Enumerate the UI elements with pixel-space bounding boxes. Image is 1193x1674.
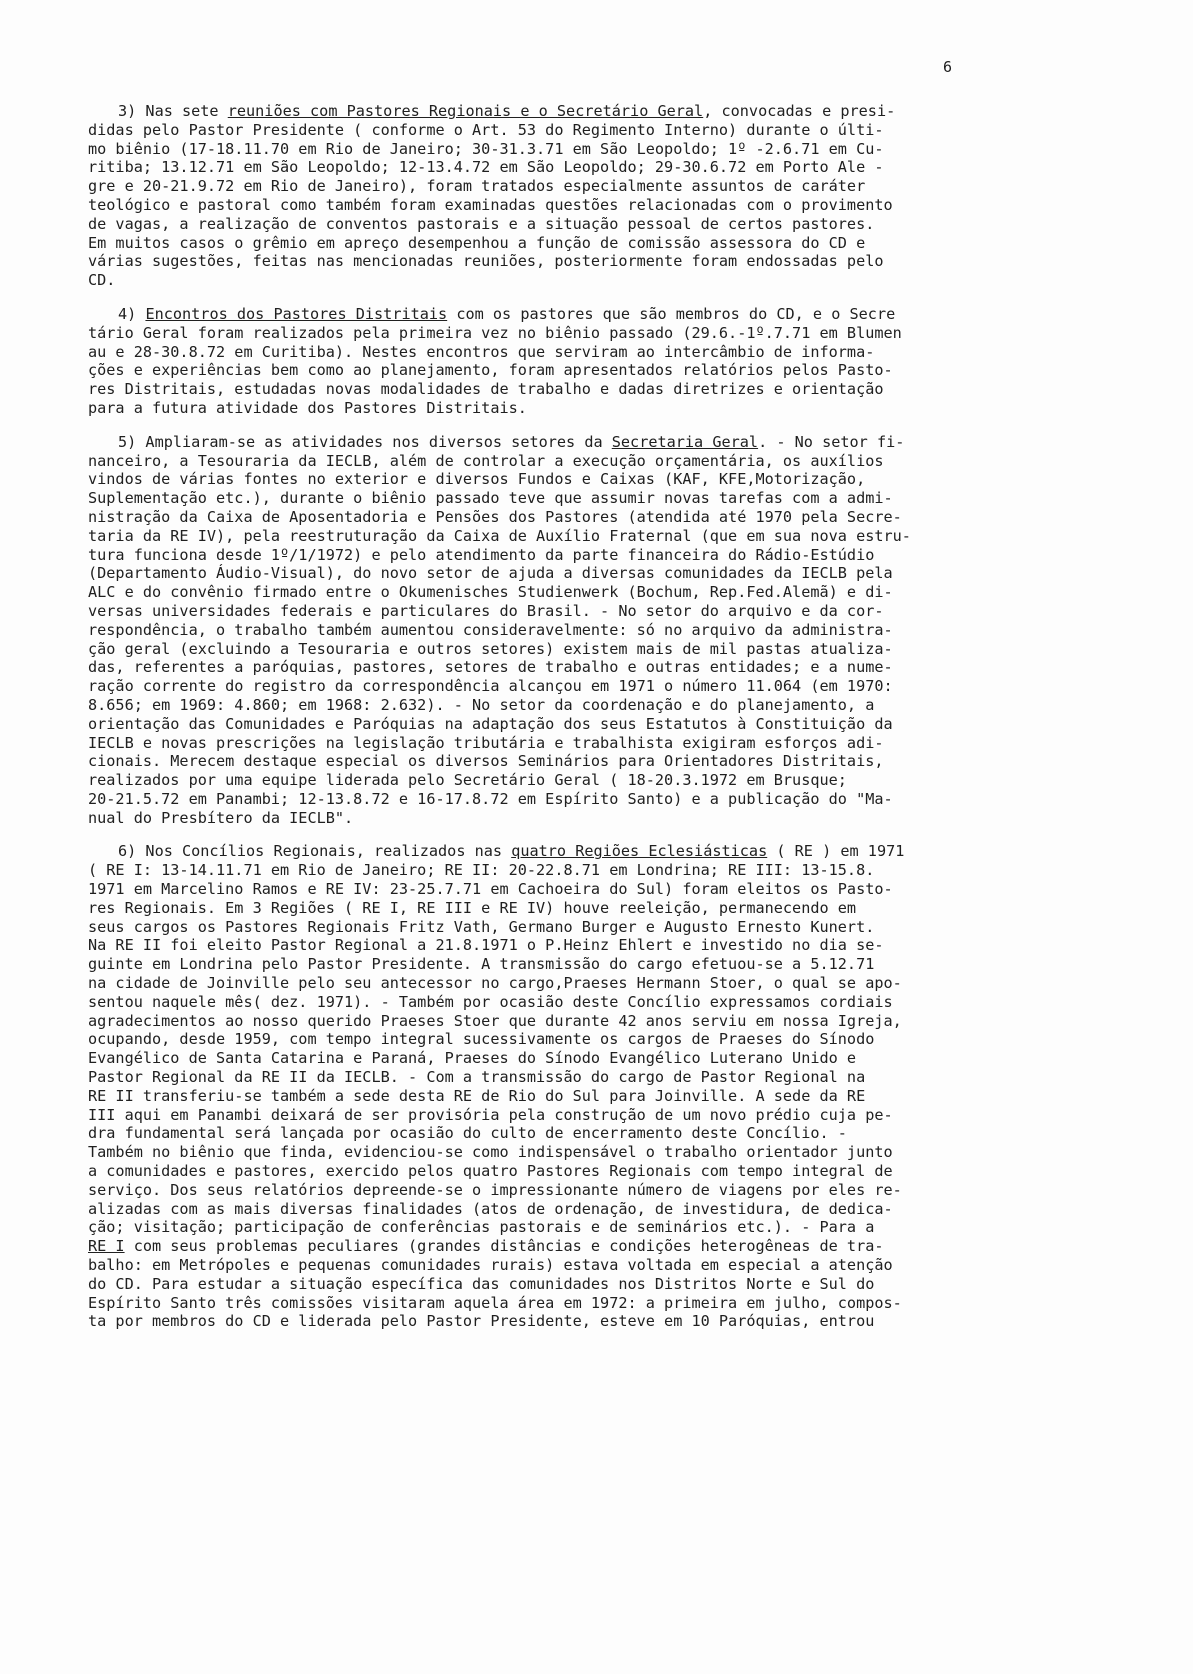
paragraph [88,433,1028,828]
text-line [88,252,1028,271]
underlined-heading: quatro Regiões Eclesiásticas [511,842,768,861]
text-run: guinte em Londrina pelo Pastor Presidente. A transmissão do cargo efetuou-se a 5.12.71 [88,955,875,974]
text-run: taria da RE IV), pela reestruturação da Caixa de Auxílio Fraternal (que em sua nova estru- [88,526,911,545]
paragraph [88,305,1028,418]
text-run: ( RE ) em 1971 [767,842,905,861]
text-line [88,658,1028,677]
text-line [88,1124,1028,1143]
text-run: III aqui em Panambi deixará de ser provisória pela construção de um novo prédio cuja pe- [88,1105,893,1124]
text-run: nistração da Caixa de Aposentadoria e Pensões dos Pastores (atendida até 1970 pela Secre- [88,507,902,526]
text-line [88,1162,1028,1181]
text-run: do CD. Para estudar a situação específica das comunidades nos Distritos Norte e Sul do [88,1274,875,1293]
text-run: tário Geral foram realizados pela primeira vez no biênio passado (29.6.-1º.7.71 em Blumen [88,323,902,342]
text-line [88,861,1028,880]
text-run: alizadas com as mais diversas finalidades (atos de ordenação, de investidura, de dedica- [88,1199,893,1218]
text-run: nanceiro, a Tesouraria da IECLB, além de controlar a execução orçamentária, os auxílios [88,451,884,470]
text-run: com os pastores que são membros do CD, e o Secre [447,304,896,323]
text-run: realizados por uma equipe liderada pelo Secretário Geral ( 18-20.3.1972 em Brusque; [88,771,847,790]
text-run: na cidade de Joinville pelo seu antecessor no cargo,Praeses Hermann Stoer, o qual se apo- [88,974,902,993]
paragraph [88,102,1028,290]
text-run: ção; visitação; participação de conferências pastorais e de seminários etc.). - Para a [88,1218,875,1237]
text-line [88,271,1028,290]
text-run: gre e 20-21.9.72 em Rio de Janeiro), foram tratados especialmente assuntos de caráter [88,177,866,196]
text-line [88,1087,1028,1106]
text-run: 1971 em Marcelino Ramos e RE IV: 23-25.7.71 em Cachoeira do Sul) foram eleitos os Pasto- [88,880,893,899]
text-line [88,899,1028,918]
text-run: várias sugestões, feitas nas mencionadas reuniões, posteriormente foram endossadas pelo [88,252,884,271]
text-line [88,790,1028,809]
text-run: sentou naquele mês( dez. 1971). - Também por ocasião deste Concílio expressamos cordiais [88,992,893,1011]
text-line [88,974,1028,993]
text-line [88,177,1028,196]
text-line [88,936,1028,955]
text-run: . - No setor fi- [758,432,905,451]
text-run: didas pelo Pastor Presidente ( conforme o Art. 53 do Regimento Interno) durante o últi- [88,120,884,139]
text-run: Espírito Santo três comissões visitaram aquela área em 1972: a primeira em julho, compos- [88,1293,902,1312]
text-run: a comunidades e pastores, exercido pelos quatro Pastores Regionais com tempo integral de [88,1162,893,1181]
text-line [88,380,1028,399]
text-line [88,752,1028,771]
text-line [88,1068,1028,1087]
text-run: serviço. Dos seus relatórios depreende-se o impressionante número de viagens por eles re- [88,1180,902,1199]
text-line [88,1181,1028,1200]
text-run: ritiba; 13.12.71 em São Leopoldo; 12-13.4.72 em São Leopoldo; 29-30.6.72 em Porto Ale - [88,158,884,177]
text-line [88,1143,1028,1162]
text-run: das, referentes a paróquias, pastores, setores de trabalho e outras entidades; e a nume- [88,658,893,677]
text-run: para a futura atividade dos Pastores Distritais. [88,398,527,417]
text-line [88,1012,1028,1031]
text-line [88,955,1028,974]
text-run: respondência, o trabalho também aumentou consideravelmente: só no arquivo da administra- [88,620,893,639]
text-line [88,640,1028,659]
text-run: Também no biênio que finda, evidenciou-se como indispensável o trabalho orientador junto [88,1143,893,1162]
text-run: 5) Ampliaram-se as atividades nos diversos setores da [118,432,612,451]
text-line [88,102,1028,121]
text-run: 6) Nos Concílios Regionais, realizados nas [118,842,512,861]
text-run: cionais. Merecem destaque especial os diversos Seminários para Orientadores Distritais, [88,752,884,771]
text-line [88,234,1028,253]
text-run: tura funciona desde 1º/1/1972) e pelo atendimento da parte financeira do Rádio-Estúdio [88,545,875,564]
text-run: ração corrente do registro da correspondência alcançou em 1971 o número 11.064 (em 1970: [88,677,893,696]
text-run: ta por membros do CD e liderada pelo Pastor Presidente, esteve em 10 Paróquias, entrou [88,1312,875,1331]
text-line [88,343,1028,362]
text-line [88,1200,1028,1219]
text-line [88,158,1028,177]
text-run: (Departamento Áudio-Visual), do novo setor de ajuda a diversas comunidades da IECLB pela [88,564,893,583]
text-line [88,696,1028,715]
underlined-heading: Secretaria Geral [611,432,759,451]
text-run: 20-21.5.72 em Panambi; 12-13.8.72 e 16-17.8.72 em Espírito Santo) e a publicação do "Ma- [88,789,893,808]
text-line [88,1237,1028,1256]
text-line [88,508,1028,527]
text-line [88,583,1028,602]
text-line [88,1030,1028,1049]
text-line [88,1275,1028,1294]
document-body [88,102,1028,1346]
text-line [88,1256,1028,1275]
text-run: ( RE I: 13-14.11.71 em Rio de Janeiro; RE II: 20-22.8.71 em Londrina; RE III: 13-15.8. [88,861,875,880]
text-run: RE II transferiu-se também a sede desta RE de Rio do Sul para Joinville. A sede da RE [88,1086,866,1105]
text-line [88,452,1028,471]
text-line [88,361,1028,380]
text-run: nual do Presbítero da IECLB". [88,808,354,827]
text-line [88,564,1028,583]
text-line [88,433,1028,452]
text-run: vindos de várias fontes no exterior e diversos Fundos e Caixas (KAF, KFE,Motorização, [88,470,866,489]
text-line [88,527,1028,546]
text-run: Evangélico de Santa Catarina e Paraná, Praeses do Sínodo Evangélico Luterano Unido e [88,1049,857,1068]
text-run: ções e experiências bem como ao planejamento, foram apresentados relatórios pelos Pasto- [88,361,893,380]
text-line [88,470,1028,489]
text-line [88,734,1028,753]
text-line [88,489,1028,508]
text-line [88,918,1028,937]
text-run: , convocadas e presi- [703,102,896,120]
text-line [88,1312,1028,1331]
text-run: agradecimentos ao nosso querido Praeses Stoer que durante 42 anos serviu em nossa Igreja, [88,1011,902,1030]
text-run: IECLB e novas prescrições na legislação tributária e trabalhista exigiram esforços adi- [88,733,884,752]
text-line [88,621,1028,640]
text-run: CD. [88,271,116,290]
text-run: versas universidades federais e particulares do Brasil. - No setor do arquivo e da cor- [88,601,884,620]
text-line [88,771,1028,790]
text-run: au e 28-30.8.72 em Curitiba). Nestes encontros que serviram ao intercâmbio de informa- [88,342,875,361]
text-line [88,880,1028,899]
text-run: ALC e do convênio firmado entre o Okumenisches Studienwerk (Bochum, Rep.Fed.Alemã) e di- [88,583,893,602]
text-line [88,121,1028,140]
text-run: seus cargos os Pastores Regionais Fritz Vath, Germano Burger e Augusto Ernesto Kunert. [88,917,875,936]
text-line [88,215,1028,234]
text-run: ocupando, desde 1959, com tempo integral sucessivamente os cargos de Praeses do Sínodo [88,1030,875,1049]
text-run: Na RE II foi eleito Pastor Regional a 21.8.1971 o P.Heinz Ehlert e investido no dia se- [88,936,884,955]
text-run: 8.656; em 1969: 4.860; em 1968: 2.632). - No setor da coordenação e do planejamento, a [88,695,875,714]
text-run: orientação das Comunidades e Paróquias na adaptação dos seus Estatutos à Constituição da [88,714,893,733]
text-run: de vagas, a realização de conventos pastorais e a situação pessoal de certos pastores. [88,214,875,233]
text-line [88,1294,1028,1313]
text-line [88,602,1028,621]
text-run: balho: em Metrópoles e pequenas comunidades rurais) estava voltada em especial a atenção [88,1256,893,1275]
text-line [88,140,1028,159]
text-line [88,715,1028,734]
text-run: ção geral (excluindo a Tesouraria e outros setores) existem mais de mil pastas atualiza- [88,639,893,658]
text-line [88,842,1028,861]
underlined-heading: Encontros dos Pastores Distritais [145,304,448,323]
text-line [88,993,1028,1012]
text-run: Em muitos casos o grêmio em apreço desempenhou a função de comissão assessora do CD e [88,233,866,252]
text-line [88,399,1028,418]
underlined-heading: reuniões com Pastores Regionais e o Secretário Geral [227,102,704,120]
text-line [88,305,1028,324]
text-run: teológico e pastoral como também foram examinadas questões relacionadas com o provimento [88,195,893,214]
text-line [88,324,1028,343]
text-line [88,1218,1028,1237]
text-run: com seus problemas peculiares (grandes distâncias e condições heterogêneas de tra- [124,1237,884,1256]
underlined-heading: RE I [88,1237,125,1256]
text-run: 3) Nas sete [118,102,228,120]
text-run: mo biênio (17-18.11.70 em Rio de Janeiro; 30-31.3.71 em São Leopoldo; 1º -2.6.71 em Cu- [88,139,884,158]
text-line [88,1106,1028,1125]
text-run: res Distritais, estudadas novas modalidades de trabalho e dadas diretrizes e orientação [88,380,884,399]
page-number: 6 [943,58,953,76]
text-line [88,196,1028,215]
text-run: dra fundamental será lançada por ocasião do culto de encerramento deste Concílio. - [88,1124,847,1143]
text-line [88,546,1028,565]
text-run: Suplementação etc.), durante o biênio passado teve que assumir novas tarefas com a admi- [88,489,893,508]
paragraph [88,842,1028,1331]
text-run: Pastor Regional da RE II da IECLB. - Com a transmissão do cargo de Pastor Regional na [88,1068,866,1087]
text-run: 4) [118,304,146,323]
text-line [88,1049,1028,1068]
text-line [88,677,1028,696]
text-run: res Regionais. Em 3 Regiões ( RE I, RE III e RE IV) houve reeleição, permanecendo em [88,898,857,917]
text-line [88,809,1028,828]
